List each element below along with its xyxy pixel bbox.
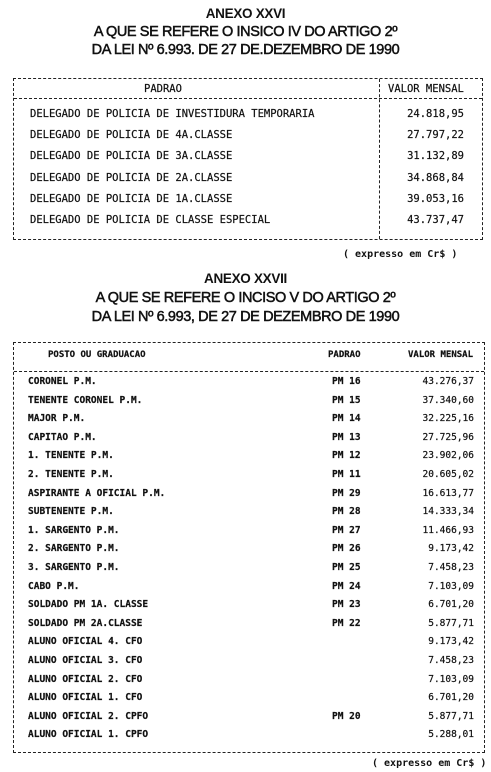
anexo27-row-valor: 9.173,42 [428, 543, 474, 555]
anexo27-col-padrao: PADRAO [328, 350, 361, 360]
anexo26-title: ANEXO XXVI [205, 6, 286, 21]
anexo26-row-padrao: DELEGADO DE POLICIA DE INVESTIDURA TEMPORARIA [30, 108, 315, 120]
anexo27-row-padrao: PM 25 [332, 562, 361, 573]
anexo27-row-padrao: PM 29 [332, 487, 361, 499]
anexo27-row [14, 506, 484, 525]
anexo27-row [14, 432, 484, 451]
anexo27-table [13, 342, 485, 753]
anexo27-row-padrao: PM 14 [332, 413, 361, 425]
anexo26-currency-note: ( expresso em Cr$ ) [343, 249, 458, 260]
anexo27-row-valor: 20.605,02 [422, 469, 474, 480]
anexo26-row [14, 193, 482, 209]
anexo27-row-padrao: PM 27 [332, 524, 361, 536]
anexo26-table [13, 78, 483, 240]
anexo27-row [14, 488, 484, 507]
anexo27-row-padrao: PM 23 [332, 599, 361, 611]
anexo26-row-padrao: DELEGADO DE POLICIA DE 4A.CLASSE [30, 129, 233, 142]
anexo27-row [14, 469, 484, 488]
anexo27-row-padrao: PM 15 [332, 394, 361, 406]
anexo27-row-valor: 32.225,16 [422, 413, 474, 425]
anexo27-row-posto: SUBTENENTE P.M. [28, 506, 114, 518]
anexo26-row-valor: 39.053,16 [407, 192, 464, 205]
anexo27-row-posto: MAJOR P.M. [28, 413, 86, 425]
anexo27-row-padrao: PM 20 [332, 710, 361, 722]
anexo27-row [14, 599, 484, 618]
anexo26-row-padrao: DELEGADO DE POLICIA DE 3A.CLASSE [30, 150, 233, 163]
anexo27-row-valor: 27.725,96 [422, 431, 474, 443]
anexo27-row-padrao: PM 11 [332, 469, 361, 480]
anexo27-row [14, 413, 484, 432]
anexo27-row-posto: CABO P.M. [28, 580, 80, 592]
anexo27-row [14, 525, 484, 544]
anexo27-row-valor: 16.613,77 [422, 487, 474, 499]
anexo27-row-valor: 37.340,60 [422, 394, 474, 406]
anexo26-row-padrao: DELEGADO DE POLICIA DE 1A.CLASSE [30, 192, 233, 205]
anexo26-row-padrao: DELEGADO DE POLICIA DE CLASSE ESPECIAL [30, 214, 271, 226]
anexo27-row-posto: ALUNO OFICIAL 2. CPFO [28, 710, 149, 722]
anexo27-row [14, 395, 484, 414]
anexo27-row-valor: 5.877,71 [428, 617, 474, 629]
anexo27-title: ANEXO XXVII [204, 271, 287, 286]
anexo27-row-posto: CAPITAO P.M. [28, 431, 97, 443]
anexo27-row-posto: ALUNO OFICIAL 3. CFO [28, 655, 143, 666]
anexo26-row-padrao: DELEGADO DE POLICIA DE 2A.CLASSE [30, 171, 233, 184]
anexo26-row-valor: 24.818,95 [407, 108, 464, 120]
anexo26-row-valor: 34.868,84 [407, 171, 464, 184]
anexo27-subtitle-line2: DA LEI Nº 6.993, DE 27 DE DEZEMBRO DE 1990 [91, 309, 400, 325]
anexo27-row [14, 655, 484, 674]
anexo27-row-posto: 2. SARGENTO P.M. [28, 543, 120, 555]
anexo27-row-padrao: PM 13 [332, 431, 361, 443]
anexo27-row-valor: 7.458,23 [428, 562, 474, 573]
anexo27-row [14, 618, 484, 637]
anexo27-row-posto: 1. TENENTE P.M. [28, 450, 114, 462]
anexo26-row [14, 172, 482, 188]
anexo26-row-valor: 31.132,89 [407, 150, 464, 163]
anexo27-row-padrao: PM 24 [332, 580, 361, 592]
anexo27-row-valor: 9.173,42 [428, 636, 474, 648]
anexo27-row-posto: SOLDADO PM 1A. CLASSE [28, 599, 149, 611]
anexo27-row-posto: 1. SARGENTO P.M. [28, 524, 120, 536]
anexo27-row-valor: 5.877,71 [428, 710, 474, 722]
anexo27-row [14, 674, 484, 693]
anexo27-row-valor: 7.103,09 [428, 580, 474, 592]
anexo27-row [14, 581, 484, 600]
anexo27-row-posto: 2. TENENTE P.M. [28, 469, 114, 480]
anexo27-row [14, 692, 484, 711]
anexo27-row-valor: 6.701,20 [428, 599, 474, 611]
anexo27-col-posto: POSTO OU GRADUACAO [48, 350, 146, 360]
anexo27-row-posto: ALUNO OFICIAL 4. CFO [28, 636, 143, 648]
anexo26-row [14, 129, 482, 145]
anexo26-subtitle-line2: DA LEI Nº 6.993. DE 27 DE.DEZEMBRO DE 1990 [91, 42, 400, 58]
anexo27-row-padrao: PM 12 [332, 450, 361, 462]
anexo27-row [14, 562, 484, 581]
anexo27-row-valor: 7.458,23 [428, 655, 474, 666]
anexo27-row-valor: 14.333,34 [422, 506, 474, 518]
anexo27-subtitle-line1: A QUE SE REFERE O INCISO V DO ARTIGO 2º [95, 290, 396, 306]
anexo27-row-posto: ALUNO OFICIAL 2. CFO [28, 673, 143, 685]
anexo27-row [14, 543, 484, 562]
anexo27-row-posto: ALUNO OFICIAL 1. CPFO [28, 729, 149, 741]
anexo26-row-valor: 43.737,47 [407, 214, 464, 226]
anexo27-header-divider [14, 371, 484, 372]
anexo27-row-valor: 43.276,37 [422, 376, 474, 387]
anexo27-row-posto: CORONEL P.M. [28, 376, 97, 387]
anexo27-row [14, 729, 484, 748]
anexo27-row [14, 711, 484, 730]
anexo27-row-valor: 7.103,09 [428, 673, 474, 685]
anexo27-row-padrao: PM 26 [332, 543, 361, 555]
anexo27-row-valor: 23.902,06 [422, 450, 474, 462]
anexo26-subtitle-line1: A QUE SE REFERE O INSICO IV DO ARTIGO 2º [93, 24, 398, 40]
anexo27-row-posto: 3. SARGENTO P.M. [28, 562, 120, 573]
anexo27-row-valor: 11.466,93 [422, 524, 474, 536]
anexo26-header-divider [14, 98, 482, 99]
anexo27-row-posto: ALUNO OFICIAL 1. CFO [28, 692, 143, 704]
anexo26-row [14, 108, 482, 124]
anexo27-currency-note: ( expresso em Cr$ ) [372, 758, 487, 769]
anexo27-row [14, 450, 484, 469]
anexo26-row-valor: 27.797,22 [407, 129, 464, 142]
anexo27-row-padrao: PM 16 [332, 376, 361, 387]
anexo27-row-posto: ASPIRANTE A OFICIAL P.M. [28, 487, 166, 499]
anexo26-col-valor: VALOR MENSAL [388, 83, 464, 95]
anexo27-row [14, 376, 484, 395]
anexo27-col-valor: VALOR MENSAL [408, 350, 474, 360]
anexo27-row-posto: SOLDADO PM 2A.CLASSE [28, 617, 143, 629]
anexo27-row-padrao: PM 22 [332, 617, 361, 629]
anexo27-row-padrao: PM 28 [332, 506, 361, 518]
anexo26-col-padrao: PADRAO [144, 83, 182, 95]
anexo27-row-posto: TENENTE CORONEL P.M. [28, 394, 143, 406]
anexo27-row [14, 636, 484, 655]
anexo26-row [14, 150, 482, 166]
anexo27-row-valor: 5.288,01 [428, 729, 474, 741]
anexo27-row-valor: 6.701,20 [428, 692, 474, 704]
anexo26-row [14, 214, 482, 230]
